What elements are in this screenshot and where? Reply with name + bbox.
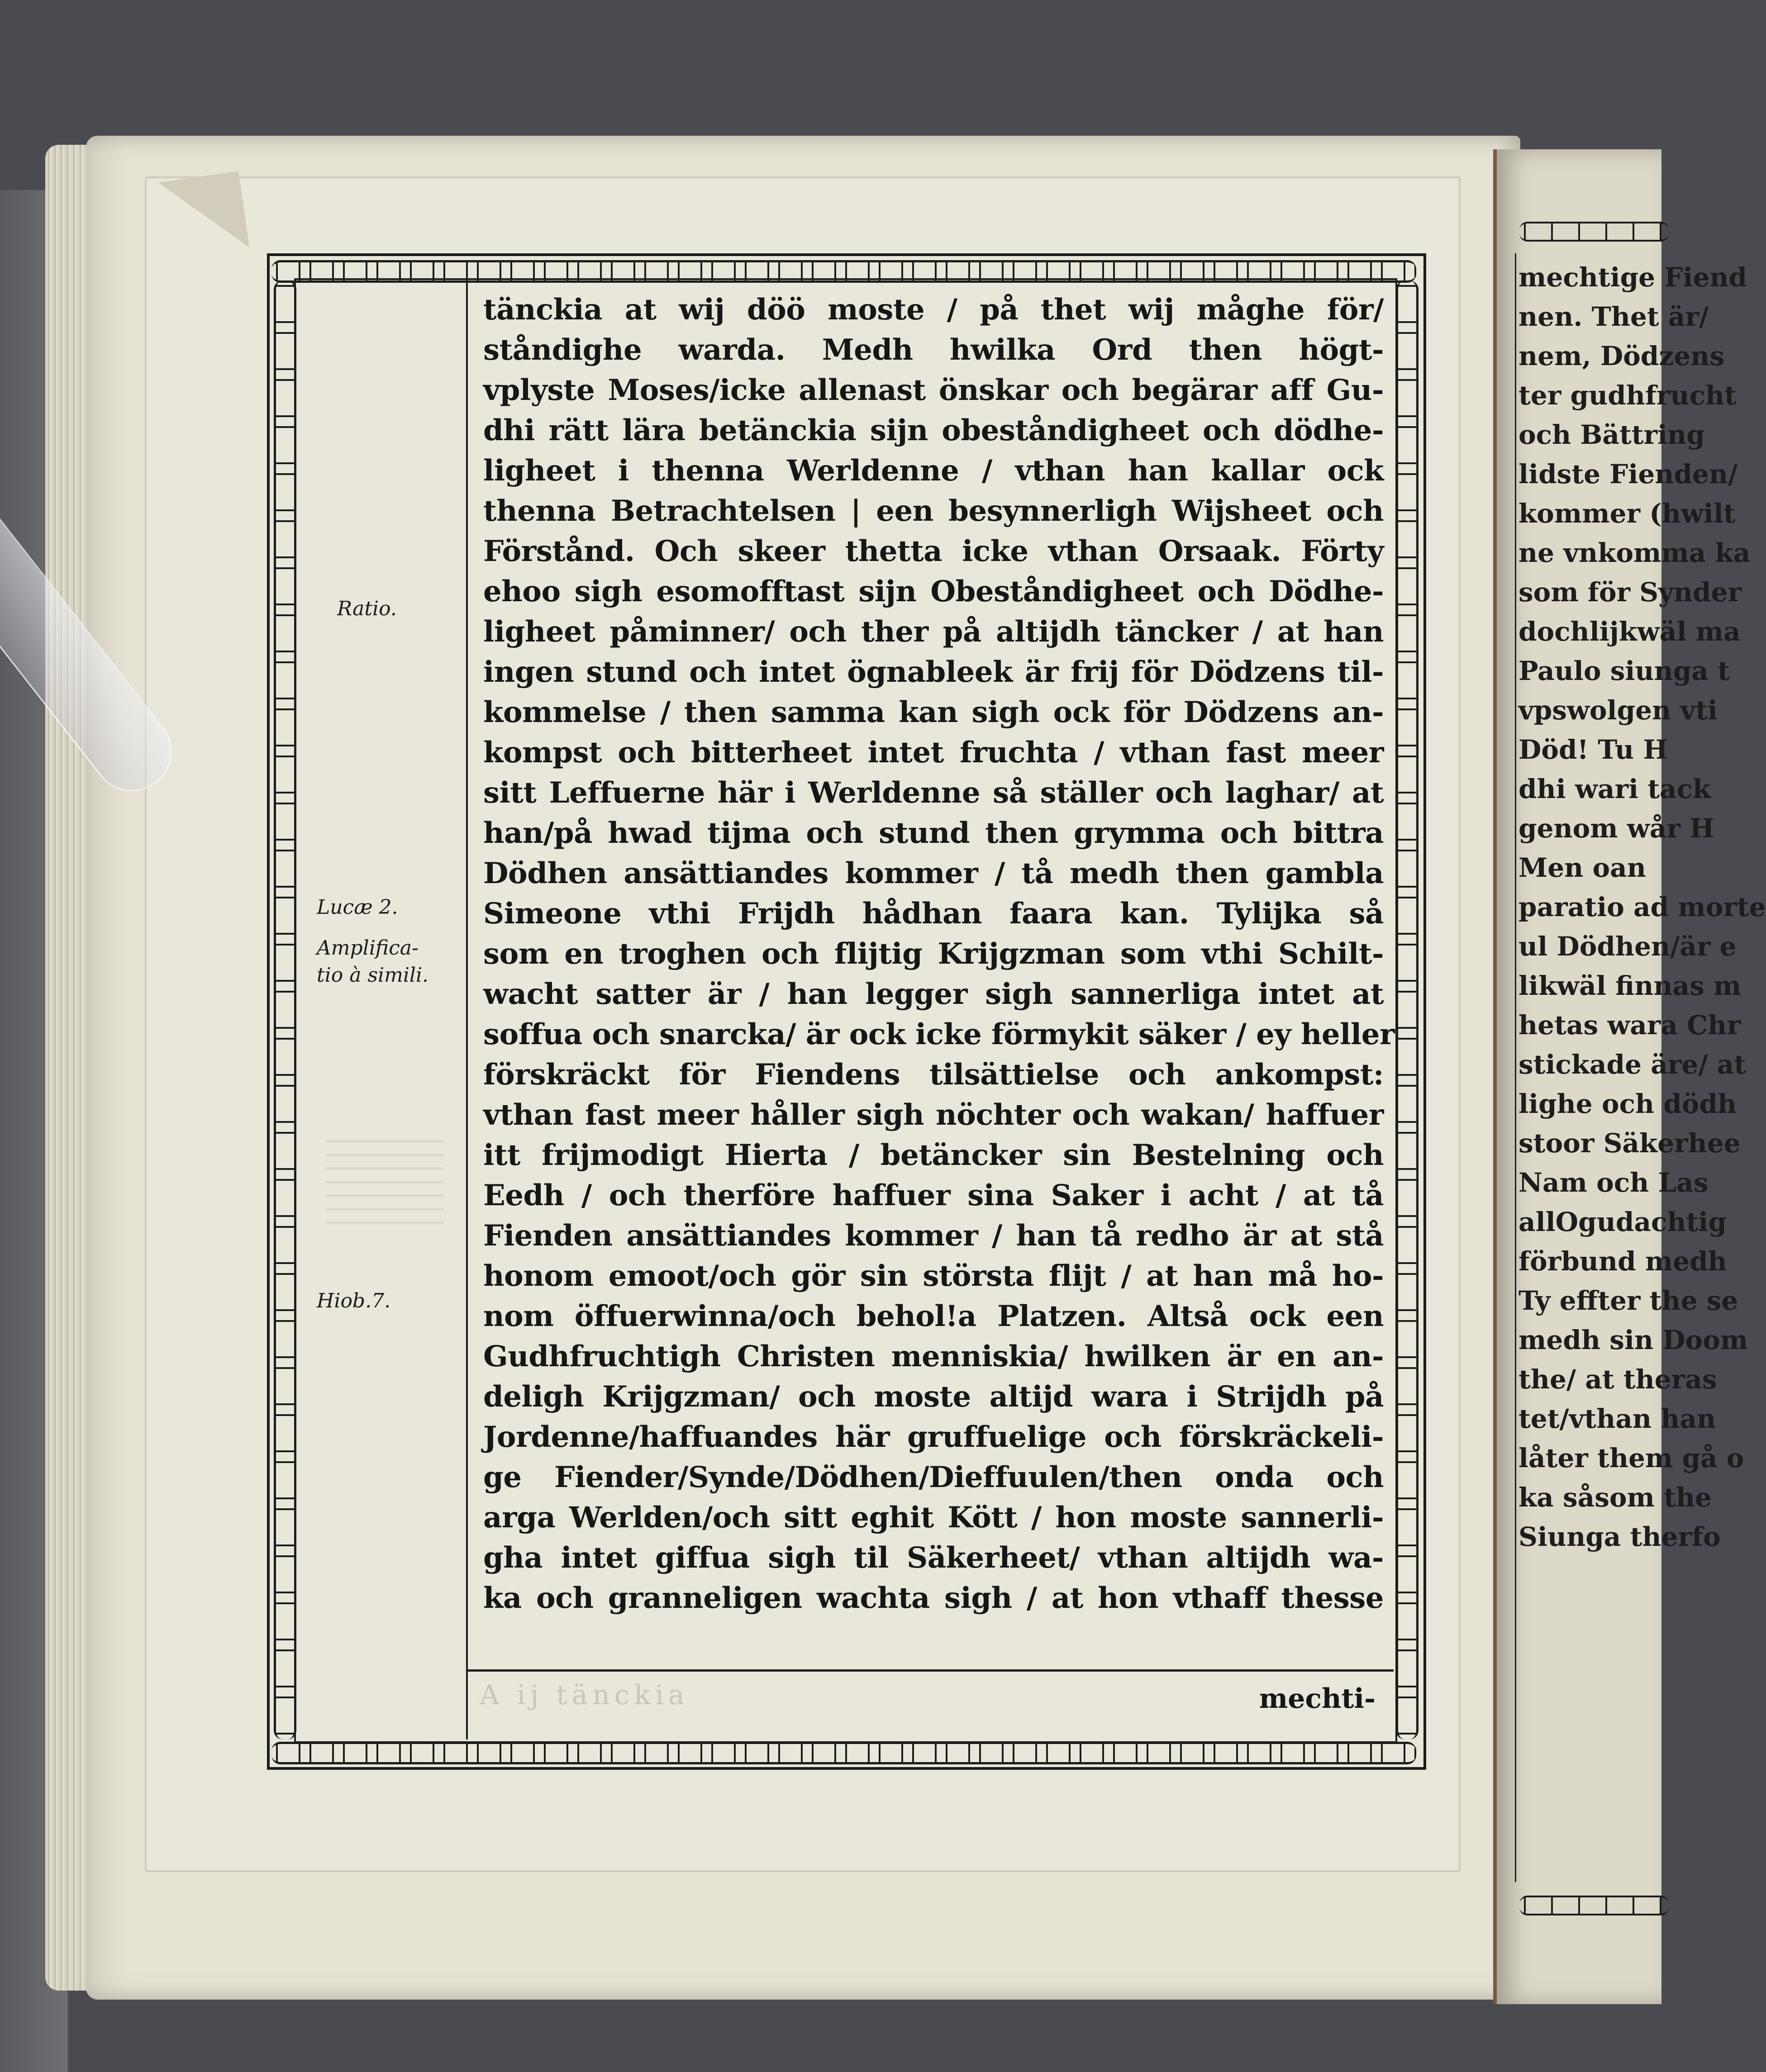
show-through-signature: A ij tänckia bbox=[480, 1679, 689, 1711]
text-line: kompst och bitterheet intet fruchta / vthan fast meer bbox=[483, 736, 1384, 770]
facing-page-line: och Bättring bbox=[1518, 419, 1705, 450]
catchword: mechti- bbox=[1259, 1683, 1376, 1715]
bottom-chain-ornament bbox=[271, 1742, 1416, 1764]
facing-page-line: allOgudachtig bbox=[1518, 1207, 1727, 1237]
text-line: Eedh / och therföre haffuer sina Saker i acht / at tå bbox=[483, 1179, 1384, 1212]
catchword-rule bbox=[466, 1669, 1394, 1672]
text-line: ehoo sigh esomofftast sijn Obeståndigheet och Dödhe- bbox=[483, 575, 1384, 608]
text-line: kommelse / then samma kan sigh ock för Dödzens an- bbox=[483, 695, 1384, 729]
text-line: Jordenne/haffuandes här gruffuelige och förskräckeli- bbox=[483, 1420, 1384, 1454]
text-line: arga Werlden/och sitt eghit Kött / hon moste sannerli- bbox=[483, 1501, 1384, 1535]
folded-corner bbox=[158, 171, 249, 258]
facing-page-line: Ty effter the se bbox=[1518, 1285, 1738, 1316]
text-line: ligheet i thenna Werldenne / vthan han kallar ock bbox=[483, 454, 1384, 488]
text-line: ståndighe warda. Medh hwilka Ord then högt- bbox=[483, 333, 1384, 367]
margin-rule bbox=[466, 278, 468, 1739]
facing-page-line: genom wår H bbox=[1518, 813, 1714, 844]
marginal-note-amplificatio-2: tio à simili. bbox=[317, 964, 429, 987]
text-line: vplyste Moses/icke allenast önskar och begärar aff Gu- bbox=[483, 373, 1384, 407]
text-line: tänckia at wij döö moste / på thet wij måghe för/ bbox=[483, 293, 1384, 327]
text-line: Simeone vthi Frijdh hådhan faara kan. Tylijka så bbox=[483, 897, 1384, 931]
facing-page-line: vpswolgen vti bbox=[1518, 695, 1718, 726]
left-chain-ornament bbox=[274, 280, 296, 1739]
facing-page-line: Död! Tu H bbox=[1518, 734, 1668, 765]
text-line: som en troghen och flijtig Krijgzman som vthi Schilt- bbox=[483, 937, 1384, 971]
facing-page-line: Men oan bbox=[1518, 852, 1646, 883]
facing-page-line: förbund medh bbox=[1518, 1246, 1727, 1277]
facing-page-line: nem, Dödzens bbox=[1518, 341, 1725, 371]
facing-page-line: lighe och dödh bbox=[1518, 1088, 1737, 1119]
facing-page-line: ka såsom the bbox=[1518, 1482, 1712, 1513]
text-line: han/på hwad tijma och stund then grymma och bittra bbox=[483, 816, 1384, 850]
text-line: wacht satter är / han legger sigh sannerliga intet at bbox=[483, 977, 1384, 1011]
text-line: Fienden ansättiandes kommer / han tå redho är at stå bbox=[483, 1219, 1384, 1253]
facing-page-line: Siunga therfo bbox=[1518, 1521, 1721, 1552]
text-line: Dödhen ansättiandes kommer / tå medh then gambla bbox=[483, 856, 1384, 890]
text-line: Förstånd. Och skeer thetta icke vthan Orsaak. Förty bbox=[483, 534, 1384, 568]
facing-page-top-chain bbox=[1519, 222, 1669, 242]
right-chain-ornament bbox=[1396, 280, 1419, 1739]
facing-page-line: paratio ad morte bbox=[1518, 892, 1766, 922]
text-line: itt frijmodigt Hierta / betäncker sin Bestelning och bbox=[483, 1138, 1384, 1172]
marginal-note-ratio: Ratio. bbox=[337, 597, 397, 620]
marginal-note-hiob: Hiob.7. bbox=[317, 1289, 391, 1312]
facing-page-line: mechtige Fiend bbox=[1518, 262, 1747, 293]
text-line: gha intet giffua sigh til Säkerheet/ vthan altijdh wa- bbox=[483, 1541, 1384, 1575]
text-line: ge Fiender/Synde/Dödhen/Dieffuulen/then onda och bbox=[483, 1460, 1384, 1494]
text-line: sitt Leffuerne här i Werldenne så ställer och laghar/ at bbox=[483, 776, 1384, 810]
facing-page-line: stickade äre/ at bbox=[1518, 1049, 1746, 1080]
facing-page-line: the/ at theras bbox=[1518, 1364, 1717, 1395]
facing-page bbox=[1493, 149, 1766, 2004]
text-line: Gudhfruchtigh Christen menniskia/ hwilken är en an- bbox=[483, 1340, 1384, 1373]
text-line: thenna Betrachtelsen | een besynnerligh Wijsheet och bbox=[483, 494, 1384, 528]
main-text-block bbox=[483, 290, 1395, 1618]
facing-page-line: ne vnkomma ka bbox=[1518, 537, 1751, 568]
facing-page-line: dochlijkwäl ma bbox=[1518, 616, 1741, 647]
text-line: soffua och snarcka/ är ock icke förmykit säker / ey heller bbox=[483, 1017, 1395, 1051]
text-line: ligheet påminner/ och ther på altijdh täncker / at han bbox=[483, 615, 1384, 649]
facing-page-line: ter gudhfrucht bbox=[1518, 380, 1737, 411]
facing-page-line: som för Synder bbox=[1518, 577, 1742, 608]
marginal-note-amplificatio-1: Amplifica- bbox=[317, 936, 419, 960]
text-line: förskräckt för Fiendens tilsättielse och ankompst: bbox=[483, 1058, 1384, 1092]
facing-page-line: medh sin Doom bbox=[1518, 1325, 1748, 1355]
facing-page-line: låter them gå o bbox=[1518, 1443, 1744, 1473]
facing-page-line: lidste Fienden/ bbox=[1518, 459, 1738, 489]
show-through-marks bbox=[326, 1140, 443, 1231]
facing-page-bottom-chain bbox=[1519, 1896, 1669, 1915]
facing-page-line: kommer (hwilt bbox=[1518, 498, 1736, 529]
text-line: honom emoot/och gör sin största flijt / at han må ho- bbox=[483, 1259, 1384, 1293]
facing-page-line: ul Dödhen/är e bbox=[1518, 931, 1737, 962]
text-line: deligh Krijgzman/ och moste altijd wara i Strijdh på bbox=[483, 1380, 1384, 1414]
marginal-note-luca: Lucæ 2. bbox=[317, 896, 398, 919]
text-line: ka och granneligen wachta sigh / at hon vthaff thesse bbox=[483, 1581, 1384, 1615]
text-line: dhi rätt lära betänckia sijn obeståndigheet och dödhe- bbox=[483, 413, 1384, 447]
facing-page-rule bbox=[1515, 253, 1516, 1882]
text-line: ingen stund och intet ögnableek är frij för Dödzens til- bbox=[483, 655, 1384, 689]
facing-page-line: dhi wari tack bbox=[1518, 774, 1711, 804]
facing-page-line: likwäl finnas m bbox=[1518, 970, 1742, 1001]
facing-page-line: Paulo siunga t bbox=[1518, 656, 1730, 686]
facing-page-line: nen. Thet är/ bbox=[1518, 301, 1709, 332]
facing-page-line: stoor Säkerhee bbox=[1518, 1128, 1741, 1159]
facing-page-line: tet/vthan han bbox=[1518, 1403, 1716, 1434]
facing-page-line: Nam och Las bbox=[1518, 1167, 1709, 1198]
text-line: nom öffuerwinna/och behol!a Platzen. Altså ock een bbox=[483, 1299, 1384, 1333]
text-line: vthan fast meer håller sigh nöchter och wakan/ haffuer bbox=[483, 1098, 1384, 1132]
facing-page-line: hetas wara Chr bbox=[1518, 1010, 1741, 1041]
facing-page-text bbox=[1518, 258, 1766, 1557]
